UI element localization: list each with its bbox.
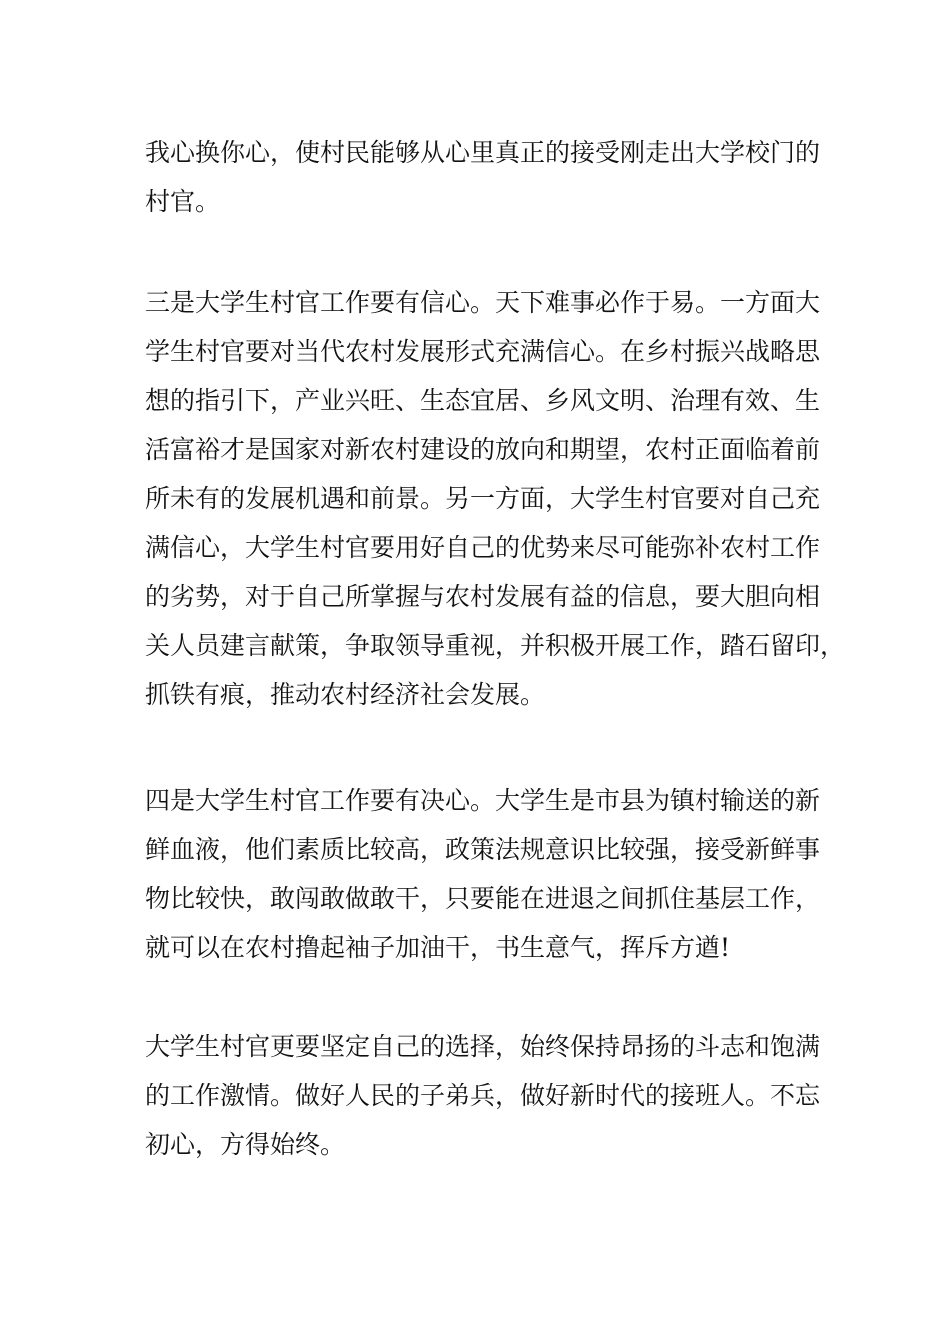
text-line: 三是大学生村官工作要有信心。天下难事必作于易。一方面大 — [145, 288, 821, 317]
paragraph-confidence — [145, 278, 846, 719]
text-line: 就可以在农村撸起袖子加油干，书生意气，挥斥方遒! — [145, 933, 731, 962]
text-line: 所未有的发展机遇和前景。另一方面，大学生村官要对自己充 — [145, 484, 821, 513]
text-line: 物比较快，敢闯敢做敢干，只要能在进退之间抓住基层工作， — [145, 884, 821, 913]
text-line: 的劣势，对于自己所掌握与农村发展有益的信息，要大胆向相 — [145, 582, 821, 611]
text-line: 鲜血液，他们素质比较高，政策法规意识比较强，接受新鲜事 — [145, 835, 821, 864]
text-line: 初心，方得始终。 — [145, 1130, 346, 1159]
text-line: 关人员建言献策，争取领导重视，并积极开展工作，踏石留印， — [145, 631, 846, 660]
text-line: 大学生村官更要坚定自己的选择，始终保持昂扬的斗志和饱满 — [145, 1032, 821, 1061]
text-line: 满信心，大学生村官要用好自己的优势来尽可能弥补农村工作 — [145, 533, 821, 562]
text-line: 学生村官要对当代农村发展形式充满信心。在乡村振兴战略思 — [145, 337, 821, 366]
text-line: 抓铁有痕，推动农村经济社会发展。 — [145, 680, 546, 709]
paragraph-determination — [145, 776, 825, 972]
text-line: 的工作激情。做好人民的子弟兵，做好新时代的接班人。不忘 — [145, 1081, 821, 1110]
paragraph-continuation — [145, 128, 825, 226]
paragraph-conclusion — [145, 1022, 825, 1169]
text-line: 四是大学生村官工作要有决心。大学生是市县为镇村输送的新 — [145, 786, 821, 815]
text-line: 想的指引下，产业兴旺、生态宜居、乡风文明、治理有效、生 — [145, 386, 821, 415]
text-line: 活富裕才是国家对新农村建设的放向和期望，农村正面临着前 — [145, 435, 821, 464]
text-line: 我心换你心，使村民能够从心里真正的接受刚走出大学校门的 — [145, 138, 821, 167]
text-line: 村官。 — [145, 187, 221, 216]
